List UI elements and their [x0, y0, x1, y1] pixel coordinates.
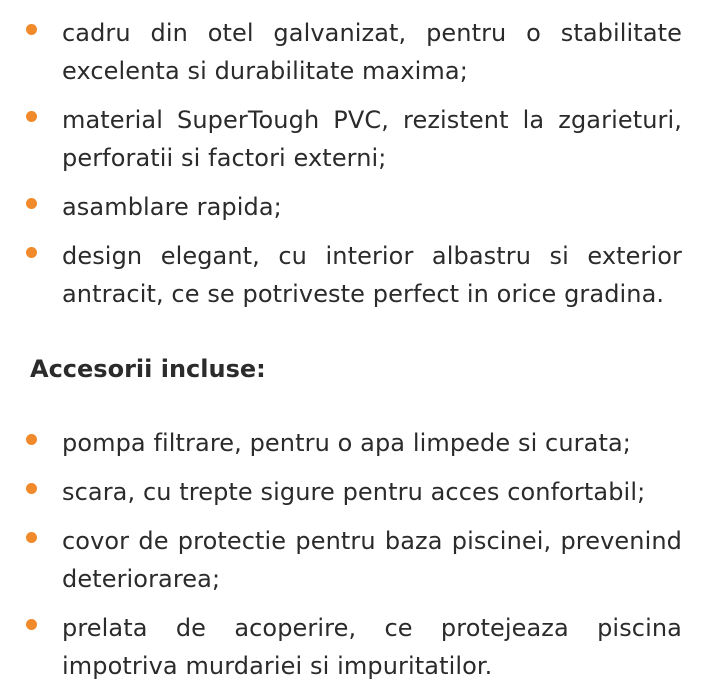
bullet-icon: [26, 532, 37, 543]
list-item: [0, 188, 712, 226]
list-item-text: scara, cu trepte sigure pentru acces confortabil;: [62, 478, 646, 506]
list-item: [0, 237, 712, 313]
bullet-icon: [26, 434, 37, 445]
list-item-text: cadru din otel galvanizat, pentru o stabilitate excelenta si durabilitate maxima;: [62, 19, 682, 85]
list-item: [0, 101, 712, 177]
bullet-icon: [26, 247, 37, 258]
bullet-icon: [26, 483, 37, 494]
list-item-text: pompa filtrare, pentru o apa limpede si curata;: [62, 429, 631, 457]
list-item: [0, 14, 712, 90]
list-item-text: asamblare rapida;: [62, 193, 282, 221]
bullet-icon: [26, 111, 37, 122]
features-list: [0, 14, 712, 324]
accessories-heading: Accesorii incluse:: [30, 355, 266, 383]
list-item: [0, 424, 712, 462]
list-item-text: prelata de acoperire, ce protejeaza piscina impotriva murdariei si impuritatilor.: [62, 614, 682, 680]
list-item: [0, 473, 712, 511]
accessories-list: [0, 424, 712, 696]
bullet-icon: [26, 619, 37, 630]
list-item: [0, 522, 712, 598]
list-item-text: covor de protectie pentru baza piscinei, prevenind deteriorarea;: [62, 527, 682, 593]
list-item-text: material SuperTough PVC, rezistent la zgarieturi, perforatii si factori externi;: [62, 106, 682, 172]
bullet-icon: [26, 24, 37, 35]
bullet-icon: [26, 198, 37, 209]
list-item-text: design elegant, cu interior albastru si exterior antracit, ce se potriveste perfect in orice gradina.: [62, 242, 682, 308]
list-item: [0, 609, 712, 685]
